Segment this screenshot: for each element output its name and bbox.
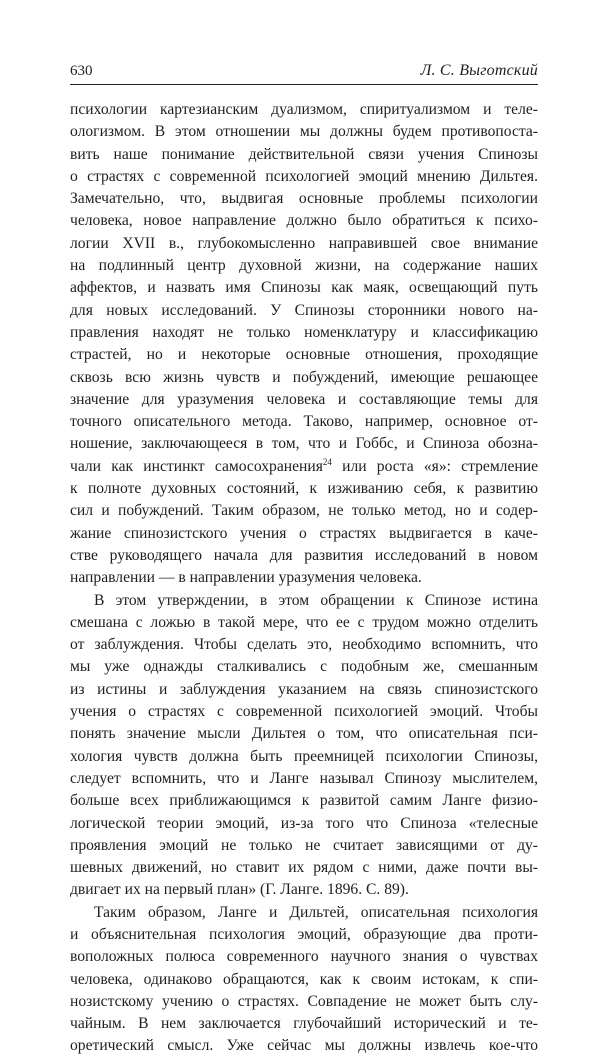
text-line: учения о страстях с современной психологией эмоций. Чтобы xyxy=(70,703,538,721)
text-line: психологии картезианским дуализмом, спиритуализмом и теле- xyxy=(70,101,538,118)
text-line: больше всех приближающимся к развитой самим Ланге физио- xyxy=(70,792,538,810)
book-page xyxy=(70,62,538,1058)
text-line: смешана с ложью в такой мере, что ее с трудом можно отделить xyxy=(70,613,538,631)
text-line: из истины и заблуждения указанием на связь спинозистского xyxy=(70,680,538,698)
paragraph-2 xyxy=(70,590,538,902)
text-line: воположных полюса современного научного знания о чувствах xyxy=(70,948,538,966)
text-line: точного описательного метода. Таково, например, основное от- xyxy=(70,413,538,431)
text-line: шевных движений, но ставит их рядом с ними, даже почти вы- xyxy=(70,859,538,877)
text-segment: или роста «я»: стремление xyxy=(331,457,538,475)
text-line: аффектов, и назвать имя Спинозы как маяк, освещающий путь xyxy=(70,279,538,297)
text-segment: чали как инстинкт самосохранения xyxy=(70,457,323,475)
page-number: 630 xyxy=(70,63,93,79)
text-line: двигает их на первый план» (Г. Ланге. 1896. С. 89). xyxy=(70,881,409,899)
text-line: хология чувств должна быть преемницей психологии Спинозы, xyxy=(70,747,538,765)
text-line: сил и побуждений. Таким образом, не только метод, но и содер- xyxy=(70,502,538,520)
running-header xyxy=(70,62,538,85)
text-line: оретический смысл. Уже сейчас мы должны извлечь кое-что xyxy=(70,1037,538,1055)
text-line: значение для уразумения человека и составляющие темы для xyxy=(70,390,538,408)
text-line: мы уже однажды сталкивались с подобным же, смешанным xyxy=(70,658,538,676)
text-line: ологизмом. В этом отношении мы должны будем противопоста- xyxy=(70,123,538,141)
text-line: понять значение мысли Дильтея о том, что описательная пси- xyxy=(70,725,538,743)
text-line: и объяснительная психология эмоций, образующие два проти- xyxy=(70,925,538,943)
text-line: логической теории эмоций, из-за того что Спиноза «телесные xyxy=(70,814,538,832)
paragraph-1 xyxy=(70,99,538,590)
text-line: стве руководящего начала для развития исследований в новом xyxy=(70,546,538,564)
footnote-marker[interactable]: 24 xyxy=(322,456,332,467)
text-line: логии XVII в., глубокомысленно направившей свое внимание xyxy=(70,234,538,252)
text-line: В этом утверждении, в этом обращении к Спинозе истина xyxy=(94,591,538,609)
text-line: страстей, но и некоторые основные отношения, проходящие xyxy=(70,346,538,364)
text-line-with-footnote xyxy=(70,456,538,478)
text-line: сквозь всю жизнь чувств и побуждений, имеющие решающее xyxy=(70,368,538,386)
text-line: правления находят не только номенклатуру и классификацию xyxy=(70,323,538,341)
text-line: на подлинный центр духовной жизни, на содержание наших xyxy=(70,257,538,275)
text-line: от заблуждения. Чтобы сделать это, необходимо вспомнить, что xyxy=(70,636,538,654)
text-line: человека, одинаково обращаются, как к своим истокам, к спи- xyxy=(70,970,538,988)
text-line: о страстях с современной психологией эмоций мнению Дильтея. xyxy=(70,167,538,185)
text-line: Таким образом, Ланге и Дильтей, описательная психология xyxy=(94,903,538,921)
author-name: Л. С. Выготский xyxy=(420,62,538,79)
text-line: ношение, заключающееся в том, что и Гоббс, и Спиноза обозна- xyxy=(70,435,538,453)
text-line: нозистскому учению о страстях. Совпадение не может быть слу- xyxy=(70,992,538,1010)
text-line: проявления эмоций не только не считает зависящими от ду- xyxy=(70,836,538,854)
text-line: жание спинозистского учения о страстях выдвигается в каче- xyxy=(70,524,538,542)
text-line: к полноте духовных состояний, к изживанию себя, к развитию xyxy=(70,480,538,498)
paragraph-3 xyxy=(70,902,538,1058)
text-line: следует вспомнить, что и Ланге называл Спинозу мыслителем, xyxy=(70,769,538,787)
text-line: человека, новое направление должно было обратиться к психо- xyxy=(70,212,538,230)
text-line: вить наше понимание действительной связи учения Спинозы xyxy=(70,145,538,163)
text-line: Замечательно, что, выдвигая основные проблемы психологии xyxy=(70,190,538,208)
text-line: направлении — в направлении уразумения человека. xyxy=(70,569,422,587)
text-line: чайным. В нем заключается глубочайший исторический и те- xyxy=(70,1015,538,1033)
text-line: для новых исследований. У Спинозы сторонники нового на- xyxy=(70,301,538,319)
body-text xyxy=(70,99,538,1058)
